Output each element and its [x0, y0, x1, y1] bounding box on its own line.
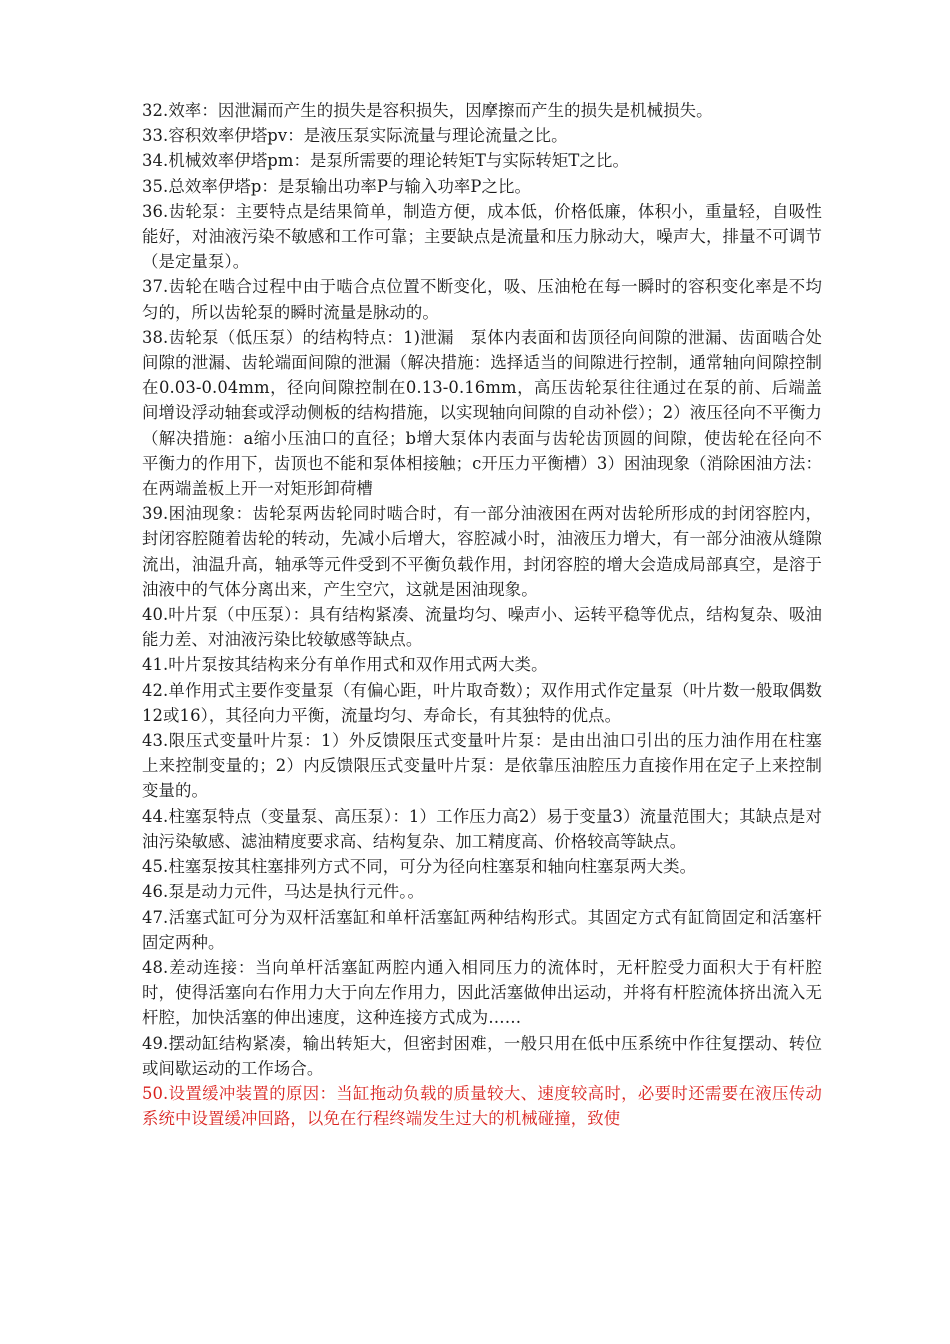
- paragraph-38: 38.齿轮泵（低压泵）的结构特点：1)泄漏 泵体内表面和齿顶径向间隙的泄漏、齿面啮合处间隙的泄漏、齿轮端面间隙的泄漏（解决措施：选择适当的间隙进行控制，通常轴向间隙控制在0.03-0.04mm，径向间隙控制在0.13-0.16mm，高压齿轮泵往往通过在泵的前、后端盖间增设浮动轴套或浮动侧板的结构措施，以实现轴向间隙的自动补偿）；2）液压径向不平衡力（解决措施：a缩小压油口的直径；b增大泵体内表面与齿轮齿顶圆的间隙，使齿轮在径向不平衡力的作用下，齿顶也不能和泵体相接触；c开压力平衡槽）3）困油现象（消除困油方法：在两端盖板上开一对矩形卸荷槽: [142, 327, 822, 499]
- paragraph-33: 33.容积效率伊塔pv：是液压泵实际流量与理论流量之比。: [142, 126, 568, 146]
- paragraph-40: 40.叶片泵（中压泵）：具有结构紧凑、流量均匀、噪声小、运转平稳等优点，结构复杂、吸油能力差、对油液污染比较敏感等缺点。: [142, 605, 822, 650]
- paragraph-35: 35.总效率伊塔p：是泵输出功率P与输入功率P之比。: [142, 176, 532, 196]
- paragraph-43: 43.限压式变量叶片泵：1）外反馈限压式变量叶片泵：是由出油口引出的压力油作用在柱塞上来控制变量的；2）内反馈限压式变量叶片泵：是依靠压油腔压力直接作用在定子上来控制变量的。: [142, 731, 822, 801]
- paragraph-39: 39.困油现象：齿轮泵两齿轮同时啮合时，有一部分油液困在两对齿轮所形成的封闭容腔内，封闭容腔随着齿轮的转动，先减小后增大，容腔减小时，油液压力增大，有一部分油液从缝隙流出，油温升高，轴承等元件受到不平衡负载作用，封闭容腔的增大会造成局部真空，是溶于油液中的气体分离出来，产生空穴，这就是困油现象。: [142, 504, 822, 599]
- paragraph-45: 45.柱塞泵按其柱塞排列方式不同，可分为径向柱塞泵和轴向柱塞泵两大类。: [142, 857, 697, 877]
- paragraph-50-highlighted: 50.设置缓冲装置的原因：当缸拖动负载的质量较大、速度较高时，必要时还需要在液压传动系统中设置缓冲回路，以免在行程终端发生过大的机械碰撞，致使: [142, 1083, 822, 1129]
- paragraph-37: 37.齿轮在啮合过程中由于啮合点位置不断变化，吸、压油枪在每一瞬时的容积变化率是不均匀的，所以齿轮泵的瞬时流量是脉动的。: [142, 277, 822, 322]
- paragraph-44: 44.柱塞泵特点（变量泵、高压泵）：1）工作压力高2）易于变量3）流量范围大；其缺点是对油污染敏感、滤油精度要求高、结构复杂、加工精度高、价格较高等缺点。: [142, 806, 822, 851]
- paragraph-32: 32.效率：因泄漏而产生的损失是容积损失，因摩擦而产生的损失是机械损失。: [142, 101, 713, 120]
- paragraph-46: 46.泵是动力元件，马达是执行元件。。: [142, 882, 425, 902]
- paragraph-36: 36.齿轮泵：主要特点是结果简单，制造方便，成本低，价格低廉，体积小，重量轻，自吸性能好，对油液污染不敏感和工作可靠；主要缺点是流量和压力脉动大，噪声大，排量不可调节（是定量泵）。: [142, 201, 822, 272]
- document-body: [142, 98, 822, 1131]
- paragraph-34: 34.机械效率伊塔pm：是泵所需要的理论转矩T与实际转矩T之比。: [142, 151, 629, 171]
- paragraph-47: 47.活塞式缸可分为双杆活塞缸和单杆活塞缸两种结构形式。其固定方式有缸筒固定和活塞杆固定两种。: [142, 907, 822, 952]
- paragraph-49: 49.摆动缸结构紧凑，输出转矩大，但密封困难，一般只用在低中压系统中作往复摆动、转位或间歇运动的工作场合。: [142, 1033, 822, 1078]
- paragraph-48: 48.差动连接：当向单杆活塞缸两腔内通入相同压力的流体时，无杆腔受力面积大于有杆腔时，使得活塞向右作用力大于向左作用力，因此活塞做伸出运动，并将有杆腔流体挤出流入无杆腔，加快活塞的伸出速度，这种连接方式成为……: [142, 957, 822, 1028]
- paragraph-42: 42.单作用式主要作变量泵（有偏心距，叶片取奇数）；双作用式作定量泵（叶片数一般取偶数12或16），其径向力平衡，流量均匀、寿命长，有其独特的优点。: [142, 680, 822, 725]
- paragraph-41: 41.叶片泵按其结构来分有单作用式和双作用式两大类。: [142, 655, 548, 675]
